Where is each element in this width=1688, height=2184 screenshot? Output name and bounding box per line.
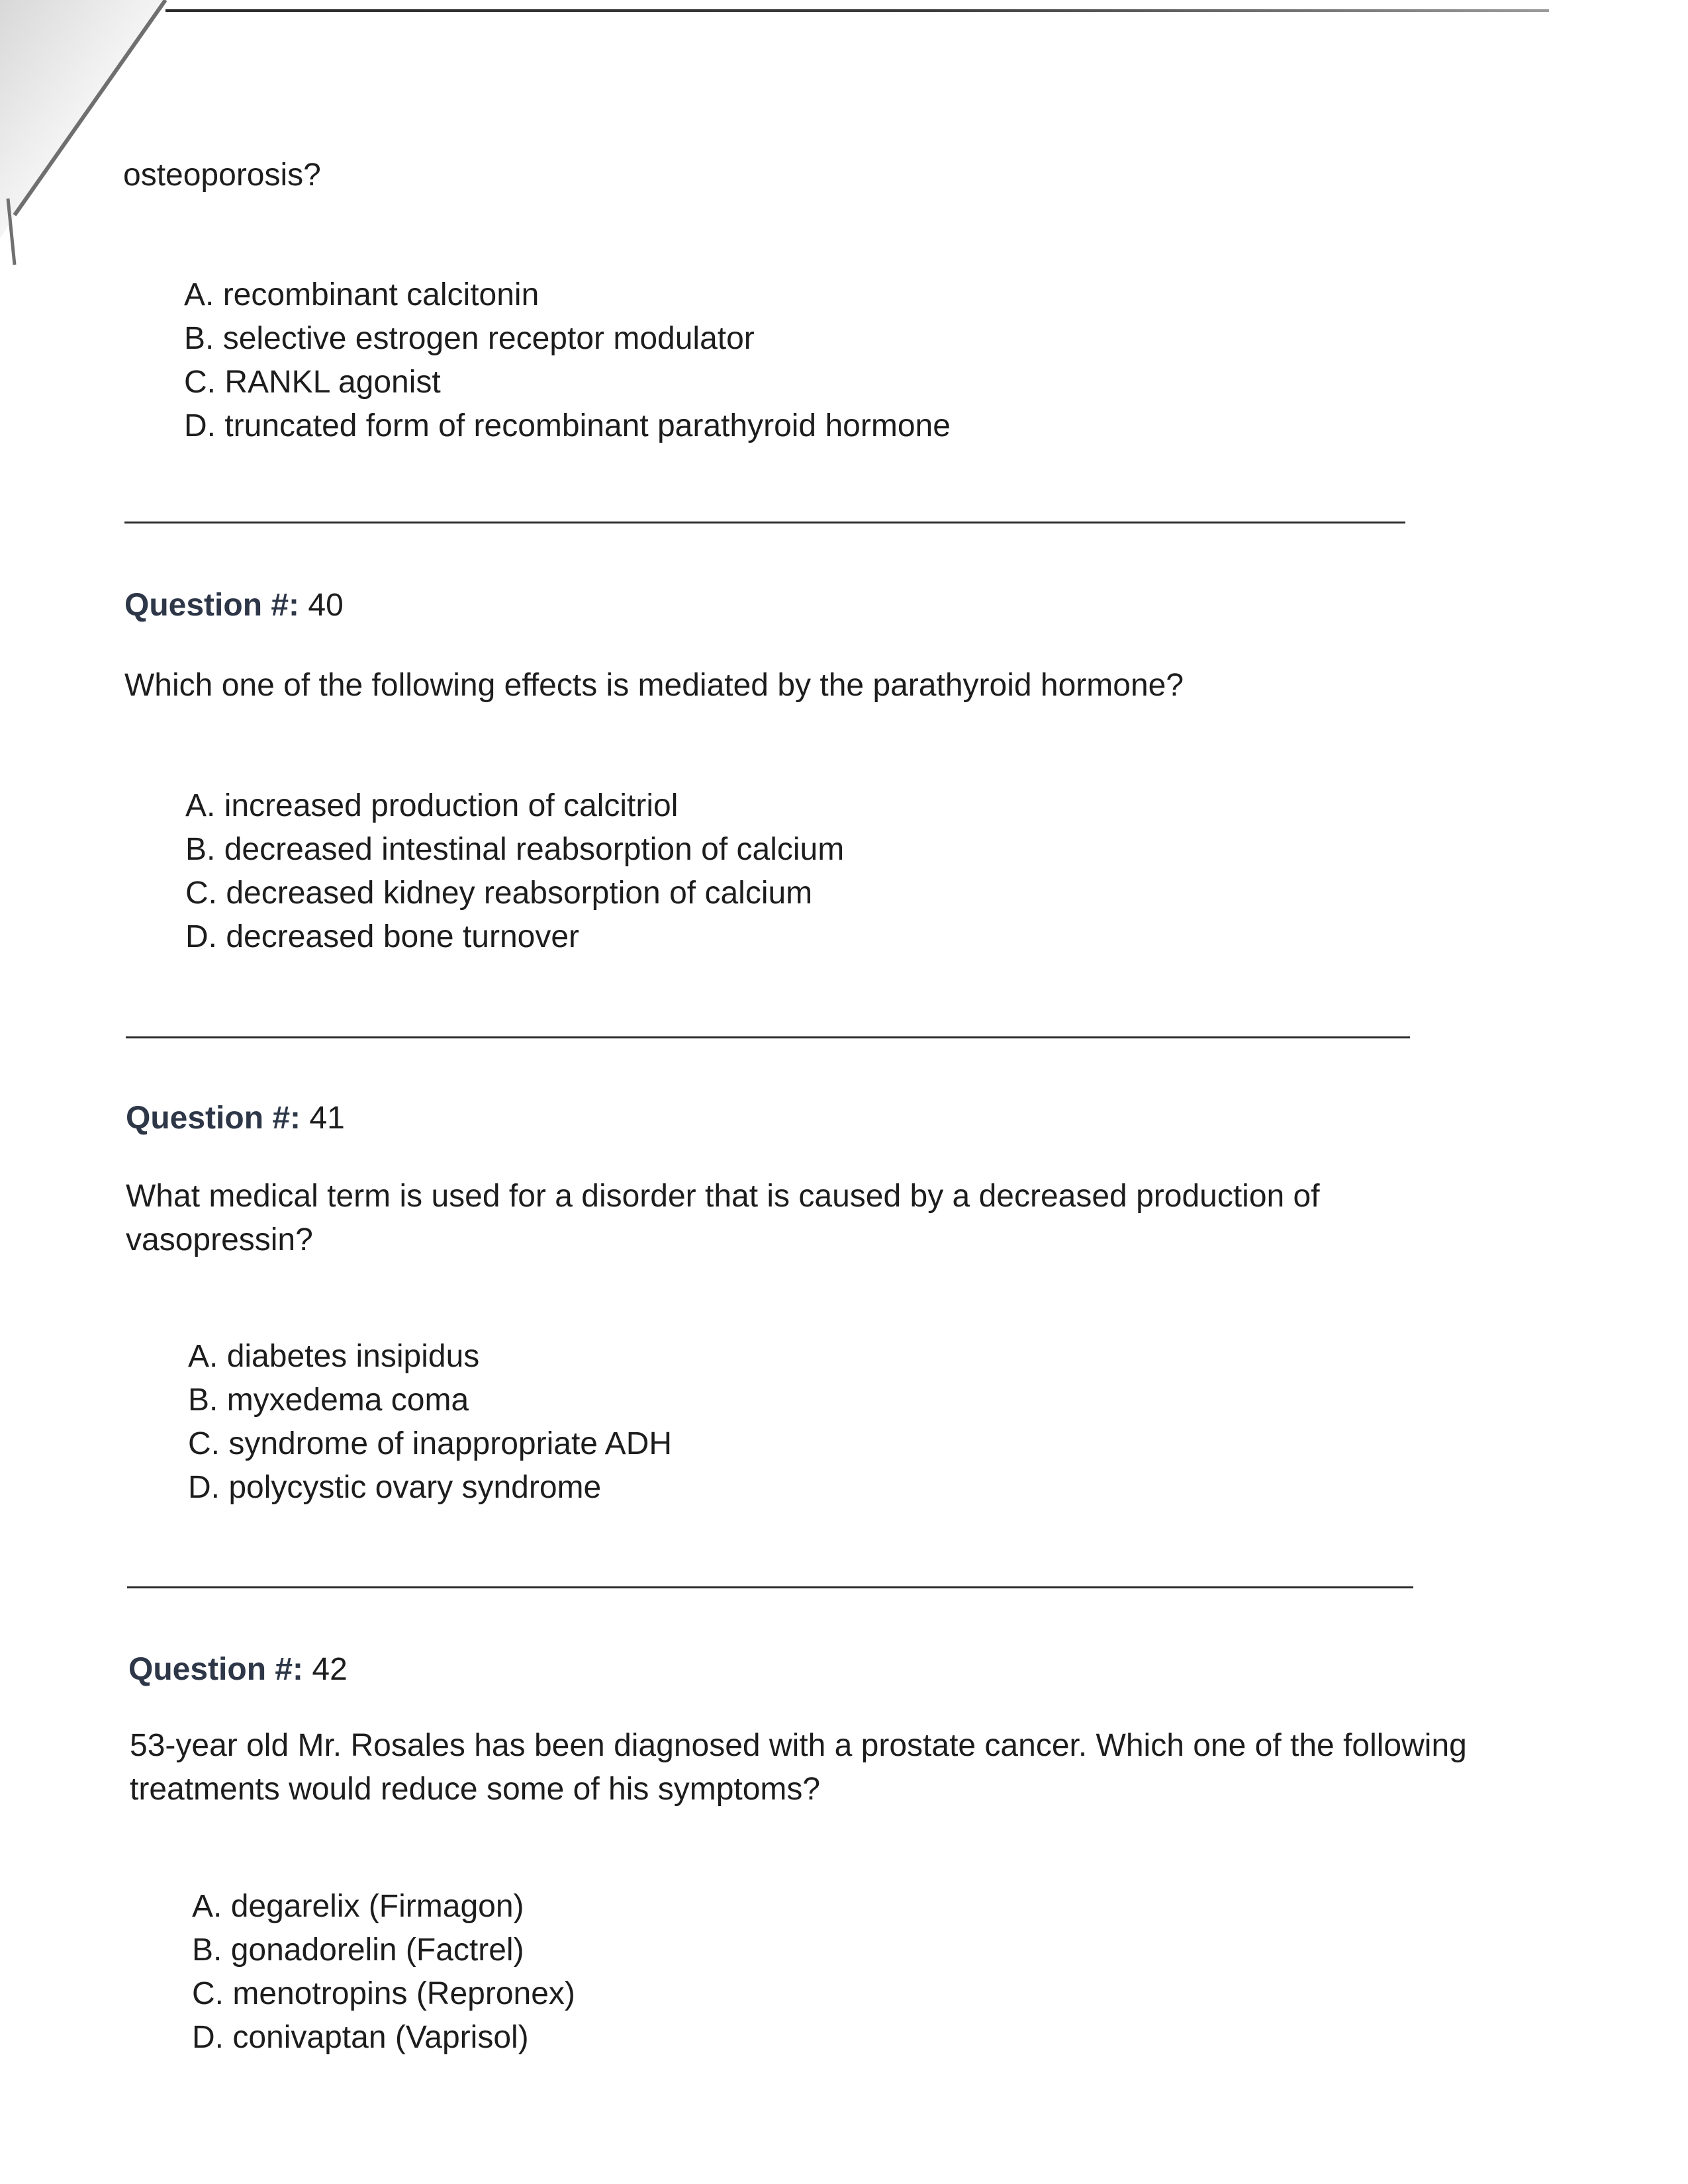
option-c[interactable]: C. menotropins (Repronex) xyxy=(192,1976,575,2011)
question-line: 53-year old Mr. Rosales has been diagnosed with a prostate cancer. Which one of the following xyxy=(130,1728,1467,1763)
question-line: Which one of the following effects is mediated by the parathyroid hormone? xyxy=(124,668,1184,703)
option-d[interactable]: D. truncated form of recombinant parathyroid hormone xyxy=(184,408,951,443)
question-label: Question #: xyxy=(124,588,300,623)
question-label: Question #: xyxy=(128,1652,304,1687)
option-c[interactable]: C. RANKL agonist xyxy=(184,365,441,400)
question-number: 42 xyxy=(312,1652,348,1687)
page-top-edge-line xyxy=(165,9,1549,12)
option-b[interactable]: B. gonadorelin (Factrel) xyxy=(192,1933,524,1968)
question-options xyxy=(188,1335,672,1510)
question-options xyxy=(185,784,844,959)
option-a[interactable]: A. recombinant calcitonin xyxy=(184,277,539,312)
question-header xyxy=(126,1097,345,1140)
question-header xyxy=(128,1648,348,1692)
option-b[interactable]: B. myxedema coma xyxy=(188,1383,469,1418)
question-header xyxy=(124,584,344,627)
page-curl-shadow xyxy=(0,0,179,291)
question-options xyxy=(192,1885,575,2060)
question-number: 41 xyxy=(309,1101,345,1136)
question-label: Question #: xyxy=(126,1101,301,1136)
question-line: What medical term is used for a disorder that is caused by a decreased production of xyxy=(126,1179,1320,1214)
question-line: treatments would reduce some of his symptoms? xyxy=(130,1772,821,1807)
option-c[interactable]: C. syndrome of inappropriate ADH xyxy=(188,1426,673,1461)
previous-question-options xyxy=(184,273,951,448)
option-a[interactable]: A. degarelix (Firmagon) xyxy=(192,1889,524,1924)
question-divider xyxy=(127,1586,1413,1588)
option-d[interactable]: D. decreased bone turnover xyxy=(185,919,580,954)
option-a[interactable]: A. diabetes insipidus xyxy=(188,1339,480,1374)
option-b[interactable]: B. selective estrogen receptor modulator xyxy=(184,321,755,356)
continued-question-tail: osteoporosis? xyxy=(123,158,321,193)
option-c[interactable]: C. decreased kidney reabsorption of calcium xyxy=(185,876,813,911)
option-d[interactable]: D. conivaptan (Vaprisol) xyxy=(192,2020,529,2055)
question-line: vasopressin? xyxy=(126,1222,313,1257)
question-text xyxy=(130,1724,1467,1811)
question-number: 40 xyxy=(308,588,344,623)
option-b[interactable]: B. decreased intestinal reabsorption of calcium xyxy=(185,832,845,867)
question-text xyxy=(126,1175,1320,1262)
question-text xyxy=(124,664,1184,707)
question-divider xyxy=(126,1036,1410,1038)
option-a[interactable]: A. increased production of calcitriol xyxy=(185,788,679,823)
option-d[interactable]: D. polycystic ovary syndrome xyxy=(188,1470,602,1505)
question-divider xyxy=(124,522,1405,523)
